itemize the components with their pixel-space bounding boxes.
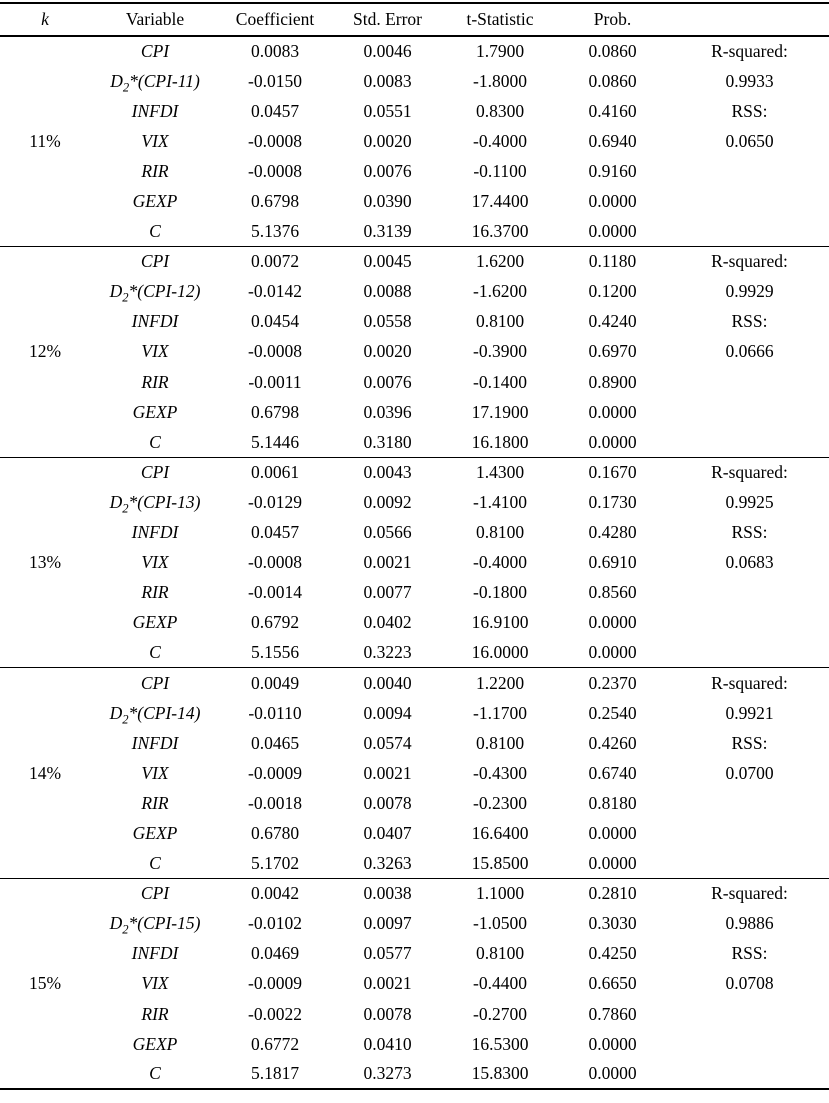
std-error-value: 0.0566 — [363, 522, 412, 543]
coefficient-value: 5.1376 — [250, 220, 300, 241]
r-squared-label: R-squared: — [711, 672, 788, 693]
table-row — [0, 548, 829, 578]
k-value: 12% — [28, 341, 62, 362]
k-block-12pct — [0, 247, 829, 458]
table-row — [0, 427, 829, 457]
prob-value: 0.0000 — [588, 220, 637, 241]
prob-value: 0.4160 — [588, 100, 637, 121]
table-row — [0, 307, 829, 337]
coefficient-value: -0.0011 — [248, 371, 302, 392]
table-row — [0, 518, 829, 548]
t-statistic-value: 15.8500 — [471, 852, 529, 873]
coefficient-value: 0.6780 — [250, 822, 300, 843]
prob-value: 0.2540 — [588, 702, 637, 723]
k-value: 15% — [28, 973, 62, 994]
prob-value: 0.6650 — [588, 973, 637, 994]
coefficient-value: -0.0014 — [248, 582, 302, 603]
t-statistic-value: 1.6200 — [475, 251, 525, 272]
coefficient-value: 0.0454 — [250, 311, 300, 332]
k-value: 14% — [28, 762, 62, 783]
k-block-14pct — [0, 668, 829, 879]
stats-empty-cell — [670, 849, 829, 879]
coefficient-value: 0.0049 — [250, 672, 300, 693]
rss-value: 0.0683 — [725, 552, 774, 573]
table-row — [0, 66, 829, 96]
table-row — [0, 849, 829, 879]
rss-label: RSS: — [731, 100, 768, 121]
std-error-value: 0.0076 — [363, 160, 412, 181]
stats-empty-cell — [670, 397, 829, 427]
std-error-value: 0.0094 — [363, 702, 412, 723]
table-row — [0, 156, 829, 186]
variable-name: $D_2*(CPI-12)$ — [109, 281, 201, 305]
prob-value: 0.2370 — [588, 672, 637, 693]
t-statistic-value: -0.4000 — [473, 130, 527, 151]
variable-name: C — [149, 852, 161, 873]
variable-name: INFDI — [131, 522, 179, 543]
stats-empty-cell — [670, 638, 829, 668]
std-error-value: 0.0402 — [363, 612, 412, 633]
k-block-15pct — [0, 879, 829, 1090]
t-statistic-value: -1.4100 — [473, 491, 527, 512]
std-error-value: 0.3180 — [363, 431, 412, 452]
stats-empty-cell — [670, 156, 829, 186]
column-header-prob: Prob. — [593, 9, 632, 29]
variable-name: INFDI — [131, 311, 179, 332]
variable-name: $D_2*(CPI-13)$ — [109, 491, 201, 516]
coefficient-value: 0.6798 — [250, 401, 300, 422]
std-error-value: 0.0020 — [363, 130, 412, 151]
regression-results-table — [0, 2, 829, 1090]
std-error-value: 0.0097 — [363, 913, 412, 934]
std-error-value: 0.0558 — [363, 311, 412, 332]
rss-value: 0.0650 — [725, 130, 774, 151]
table-row — [0, 247, 829, 277]
std-error-value: 0.0045 — [363, 251, 412, 272]
variable-name: VIX — [141, 973, 169, 994]
std-error-value: 0.0020 — [363, 341, 412, 362]
rss-value: 0.0666 — [725, 341, 774, 362]
table-row — [0, 457, 829, 487]
t-statistic-value: 16.6400 — [471, 822, 529, 843]
k-value: 13% — [28, 552, 62, 573]
variable-name: C — [149, 431, 161, 452]
prob-value: 0.0000 — [588, 642, 637, 663]
variable-name: GEXP — [132, 1033, 178, 1054]
header-row — [0, 3, 829, 36]
variable-name: INFDI — [131, 732, 179, 753]
variable-name: $D_2*(CPI-14)$ — [109, 702, 201, 727]
table-row — [0, 698, 829, 728]
column-header-variable: Variable — [125, 9, 185, 29]
t-statistic-value: -1.8000 — [473, 70, 527, 91]
t-statistic-value: -0.4000 — [473, 552, 527, 573]
t-statistic-value: 0.8100 — [475, 732, 525, 753]
table-row — [0, 397, 829, 427]
variable-name: CPI — [140, 462, 170, 483]
prob-value: 0.6740 — [588, 762, 637, 783]
t-statistic-value: 0.8100 — [475, 522, 525, 543]
table-row — [0, 638, 829, 668]
t-statistic-value: 0.8100 — [475, 943, 525, 964]
prob-value: 0.0860 — [588, 41, 637, 62]
table-row — [0, 1059, 829, 1089]
table-row — [0, 186, 829, 216]
t-statistic-value: -0.2300 — [473, 792, 527, 813]
table-row — [0, 788, 829, 818]
r-squared-label: R-squared: — [711, 41, 788, 62]
table-row — [0, 36, 829, 66]
t-statistic-value: -0.3900 — [473, 341, 527, 362]
coefficient-value: -0.0008 — [248, 130, 302, 151]
column-header-coefficient: Coefficient — [235, 9, 315, 29]
k-block-13pct — [0, 457, 829, 668]
t-statistic-value: 1.2200 — [475, 672, 525, 693]
coefficient-value: 0.0072 — [250, 251, 300, 272]
std-error-value: 0.3273 — [363, 1063, 412, 1084]
table-row — [0, 909, 829, 939]
variable-name: VIX — [141, 341, 169, 362]
prob-value: 0.0000 — [588, 431, 637, 452]
coefficient-value: 0.0457 — [250, 100, 300, 121]
variable-name: C — [149, 1063, 161, 1084]
std-error-value: 0.0040 — [363, 672, 412, 693]
std-error-value: 0.0390 — [363, 191, 412, 212]
prob-value: 0.4250 — [588, 943, 637, 964]
coefficient-value: 5.1556 — [250, 642, 300, 663]
coefficient-value: 0.0042 — [250, 883, 300, 904]
variable-name: GEXP — [132, 401, 178, 422]
t-statistic-value: 15.8300 — [471, 1063, 529, 1084]
coefficient-value: -0.0009 — [248, 762, 302, 783]
t-statistic-value: -0.4300 — [473, 762, 527, 783]
table-row — [0, 728, 829, 758]
t-statistic-value: -1.0500 — [473, 913, 527, 934]
variable-name: CPI — [140, 672, 170, 693]
coefficient-value: 0.0469 — [250, 943, 300, 964]
t-statistic-value: 16.1800 — [471, 431, 529, 452]
stats-empty-cell — [670, 1059, 829, 1089]
coefficient-value: 0.6792 — [250, 612, 300, 633]
prob-value: 0.2810 — [588, 883, 637, 904]
coefficient-value: 0.0457 — [250, 522, 300, 543]
t-statistic-value: -0.2700 — [473, 1003, 527, 1024]
column-header-std-error: Std. Error — [352, 9, 423, 29]
variable-name: GEXP — [132, 191, 178, 212]
variable-name: GEXP — [132, 612, 178, 633]
table-row — [0, 487, 829, 517]
stats-empty-cell — [670, 578, 829, 608]
table-row — [0, 578, 829, 608]
prob-value: 0.0000 — [588, 612, 637, 633]
table-row — [0, 217, 829, 247]
variable-name: C — [149, 642, 161, 663]
coefficient-value: -0.0008 — [248, 160, 302, 181]
table-row — [0, 126, 829, 156]
k-value: 11% — [29, 131, 61, 152]
std-error-value: 0.0551 — [363, 100, 412, 121]
stats-empty-cell — [670, 186, 829, 216]
t-statistic-value: -1.6200 — [473, 281, 527, 302]
rss-label: RSS: — [731, 943, 768, 964]
t-statistic-value: -0.1100 — [473, 160, 527, 181]
coefficient-value: -0.0009 — [248, 973, 302, 994]
std-error-value: 0.0043 — [363, 462, 412, 483]
prob-value: 0.0000 — [588, 1063, 637, 1084]
variable-name: VIX — [141, 762, 169, 783]
coefficient-value: -0.0008 — [248, 552, 302, 573]
std-error-value: 0.0021 — [363, 552, 412, 573]
stats-empty-cell — [670, 367, 829, 397]
column-header-k: k — [41, 9, 49, 29]
t-statistic-value: 0.8100 — [475, 311, 525, 332]
prob-value: 0.0000 — [588, 822, 637, 843]
variable-name: VIX — [141, 130, 169, 151]
r-squared-label: R-squared: — [711, 462, 788, 483]
prob-value: 0.4280 — [588, 522, 637, 543]
prob-value: 0.1200 — [588, 281, 637, 302]
variable-name: $D_2*(CPI-11)$ — [110, 70, 200, 95]
variable-name: RIR — [141, 792, 169, 813]
variable-name: VIX — [141, 552, 169, 573]
std-error-value: 0.0407 — [363, 822, 412, 843]
std-error-value: 0.0046 — [363, 41, 412, 62]
r-squared-label: R-squared: — [711, 883, 788, 904]
prob-value: 0.0000 — [588, 191, 637, 212]
prob-value: 0.8560 — [588, 582, 637, 603]
coefficient-value: -0.0110 — [248, 702, 302, 723]
t-statistic-value: 16.9100 — [471, 612, 529, 633]
t-statistic-value: 17.4400 — [471, 191, 529, 212]
rss-label: RSS: — [731, 732, 768, 753]
prob-value: 0.1730 — [588, 491, 637, 512]
table-row — [0, 999, 829, 1029]
coefficient-value: -0.0142 — [248, 281, 302, 302]
variable-name: CPI — [140, 41, 170, 62]
prob-value: 0.6910 — [588, 552, 637, 573]
stats-empty-cell — [670, 427, 829, 457]
r-squared-value: 0.9886 — [725, 913, 774, 934]
prob-value: 0.0000 — [588, 1033, 637, 1054]
t-statistic-value: 1.1000 — [475, 883, 525, 904]
prob-value: 0.4260 — [588, 732, 637, 753]
column-header-stats — [670, 3, 829, 36]
t-statistic-value: -0.1800 — [473, 582, 527, 603]
coefficient-value: 0.6798 — [250, 191, 300, 212]
t-statistic-value: 1.7900 — [475, 41, 525, 62]
coefficient-value: -0.0102 — [248, 913, 302, 934]
std-error-value: 0.3223 — [363, 642, 412, 663]
std-error-value: 0.0574 — [363, 732, 412, 753]
std-error-value: 0.0078 — [363, 792, 412, 813]
std-error-value: 0.0092 — [363, 491, 412, 512]
coefficient-value: -0.0129 — [248, 491, 302, 512]
t-statistic-value: 16.5300 — [471, 1033, 529, 1054]
table-row — [0, 668, 829, 698]
prob-value: 0.0000 — [588, 852, 637, 873]
r-squared-value: 0.9933 — [725, 70, 774, 91]
r-squared-value: 0.9929 — [725, 281, 774, 302]
std-error-value: 0.0021 — [363, 762, 412, 783]
table-header — [0, 3, 829, 36]
prob-value: 0.1180 — [588, 251, 637, 272]
std-error-value: 0.0410 — [363, 1033, 412, 1054]
coefficient-value: 5.1817 — [250, 1063, 300, 1084]
table-row — [0, 96, 829, 126]
stats-empty-cell — [670, 608, 829, 638]
table-row — [0, 1029, 829, 1059]
std-error-value: 0.3139 — [363, 220, 412, 241]
t-statistic-value: 17.1900 — [471, 401, 529, 422]
coefficient-value: 5.1446 — [250, 431, 300, 452]
variable-name: GEXP — [132, 822, 178, 843]
t-statistic-value: -0.1400 — [473, 371, 527, 392]
rss-value: 0.0700 — [725, 762, 774, 783]
t-statistic-value: 16.3700 — [471, 220, 529, 241]
t-statistic-value: 0.8300 — [475, 100, 525, 121]
variable-name: C — [149, 220, 161, 241]
table-row — [0, 939, 829, 969]
k-block-11pct — [0, 36, 829, 247]
prob-value: 0.9160 — [588, 160, 637, 181]
prob-value: 0.1670 — [588, 462, 637, 483]
table-row — [0, 367, 829, 397]
coefficient-value: -0.0022 — [248, 1003, 302, 1024]
prob-value: 0.8180 — [588, 792, 637, 813]
std-error-value: 0.0076 — [363, 371, 412, 392]
std-error-value: 0.0021 — [363, 973, 412, 994]
coefficient-value: 0.0465 — [250, 732, 300, 753]
prob-value: 0.0860 — [588, 70, 637, 91]
variable-name: RIR — [141, 582, 169, 603]
coefficient-value: -0.0008 — [248, 341, 302, 362]
variable-name: CPI — [140, 883, 170, 904]
prob-value: 0.8900 — [588, 371, 637, 392]
variable-name: INFDI — [131, 943, 179, 964]
std-error-value: 0.0077 — [363, 582, 412, 603]
table-row — [0, 608, 829, 638]
coefficient-value: 5.1702 — [250, 852, 300, 873]
coefficient-value: -0.0018 — [248, 792, 302, 813]
t-statistic-value: 16.0000 — [471, 642, 529, 663]
variable-name: CPI — [140, 251, 170, 272]
std-error-value: 0.0038 — [363, 883, 412, 904]
column-header-t-statistic: t-Statistic — [466, 9, 534, 29]
std-error-value: 0.0083 — [363, 70, 412, 91]
r-squared-value: 0.9925 — [725, 491, 774, 512]
coefficient-value: 0.6772 — [250, 1033, 300, 1054]
stats-empty-cell — [670, 788, 829, 818]
stats-empty-cell — [670, 1029, 829, 1059]
std-error-value: 0.0078 — [363, 1003, 412, 1024]
std-error-value: 0.3263 — [363, 852, 412, 873]
coefficient-value: 0.0061 — [250, 462, 300, 483]
table-row — [0, 818, 829, 848]
std-error-value: 0.0088 — [363, 281, 412, 302]
variable-name: RIR — [141, 371, 169, 392]
variable-name: $D_2*(CPI-15)$ — [109, 913, 201, 937]
table-row — [0, 758, 829, 788]
variable-name: RIR — [141, 160, 169, 181]
variable-name: INFDI — [131, 100, 179, 121]
std-error-value: 0.0577 — [363, 943, 412, 964]
coefficient-value: 0.0083 — [250, 41, 300, 62]
prob-value: 0.4240 — [588, 311, 637, 332]
r-squared-label: R-squared: — [711, 251, 788, 272]
table-row — [0, 337, 829, 367]
table-row — [0, 879, 829, 909]
r-squared-value: 0.9921 — [725, 702, 774, 723]
prob-value: 0.0000 — [588, 401, 637, 422]
rss-label: RSS: — [731, 522, 768, 543]
stats-empty-cell — [670, 999, 829, 1029]
t-statistic-value: -0.4400 — [473, 973, 527, 994]
coefficient-value: -0.0150 — [248, 70, 302, 91]
rss-value: 0.0708 — [725, 973, 774, 994]
rss-label: RSS: — [731, 311, 768, 332]
prob-value: 0.6970 — [588, 341, 637, 362]
variable-name: RIR — [141, 1003, 169, 1024]
stats-empty-cell — [670, 217, 829, 247]
stats-empty-cell — [670, 818, 829, 848]
prob-value: 0.3030 — [588, 913, 637, 934]
t-statistic-value: -1.1700 — [473, 702, 527, 723]
prob-value: 0.7860 — [588, 1003, 637, 1024]
prob-value: 0.6940 — [588, 130, 637, 151]
std-error-value: 0.0396 — [363, 401, 412, 422]
t-statistic-value: 1.4300 — [475, 462, 525, 483]
table-row — [0, 277, 829, 307]
table-row — [0, 969, 829, 999]
